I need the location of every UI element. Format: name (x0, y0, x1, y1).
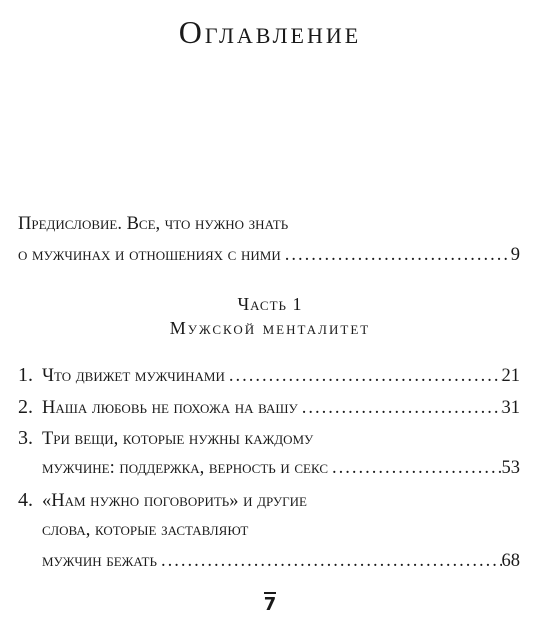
page-number: 21 (501, 366, 520, 386)
chapter-number: 3. (18, 427, 33, 449)
chapter-title-line3: мужчин бежать (42, 551, 157, 571)
preface-entry-line1 (18, 214, 520, 235)
dot-leader (328, 458, 502, 479)
chapter-3-entry-line1 (18, 427, 520, 450)
page-number: 31 (501, 398, 520, 418)
part-number: Часть 1 (237, 294, 303, 314)
dot-leader (298, 398, 502, 419)
page-number: 53 (501, 458, 520, 478)
chapter-number: 2. (18, 396, 33, 418)
chapter-title-line1: «Нам нужно поговорить» и другие (42, 491, 307, 511)
chapter-4-entry-line3 (42, 551, 520, 572)
chapter-title: Наша любовь не похожа на вашу (42, 398, 298, 418)
chapter-4-entry-line1 (18, 489, 520, 512)
dot-leader (225, 366, 502, 387)
chapter-title-line2: слова, которые заставляют (42, 520, 249, 540)
chapter-4-entry-line2 (42, 520, 520, 541)
part-name: Мужской менталитет (169, 318, 371, 338)
chapter-title-line1: Три вещи, которые нужны каждому (42, 429, 314, 449)
chapter-number: 1. (18, 364, 33, 386)
dot-leader (157, 551, 502, 572)
chapter-title: Что движет мужчинами (42, 366, 225, 386)
page-number: 68 (501, 551, 520, 571)
chapter-3-entry-line2 (42, 458, 520, 479)
preface-title-line1: Предисловие. Все, что нужно знать (18, 214, 289, 234)
dot-leader (281, 245, 511, 266)
chapter-1-entry (18, 364, 520, 387)
folio-page-number: 7 (263, 594, 277, 615)
preface-entry-line2 (18, 245, 520, 266)
page-number: 9 (510, 245, 520, 265)
chapter-number: 4. (18, 489, 33, 511)
toc-title: Оглавление (178, 14, 362, 50)
preface-title-line2: о мужчинах и отношениях с ними (18, 245, 281, 265)
chapter-title-line2: мужчине: поддержка, верность и секс (42, 458, 328, 478)
chapter-2-entry (18, 396, 520, 419)
